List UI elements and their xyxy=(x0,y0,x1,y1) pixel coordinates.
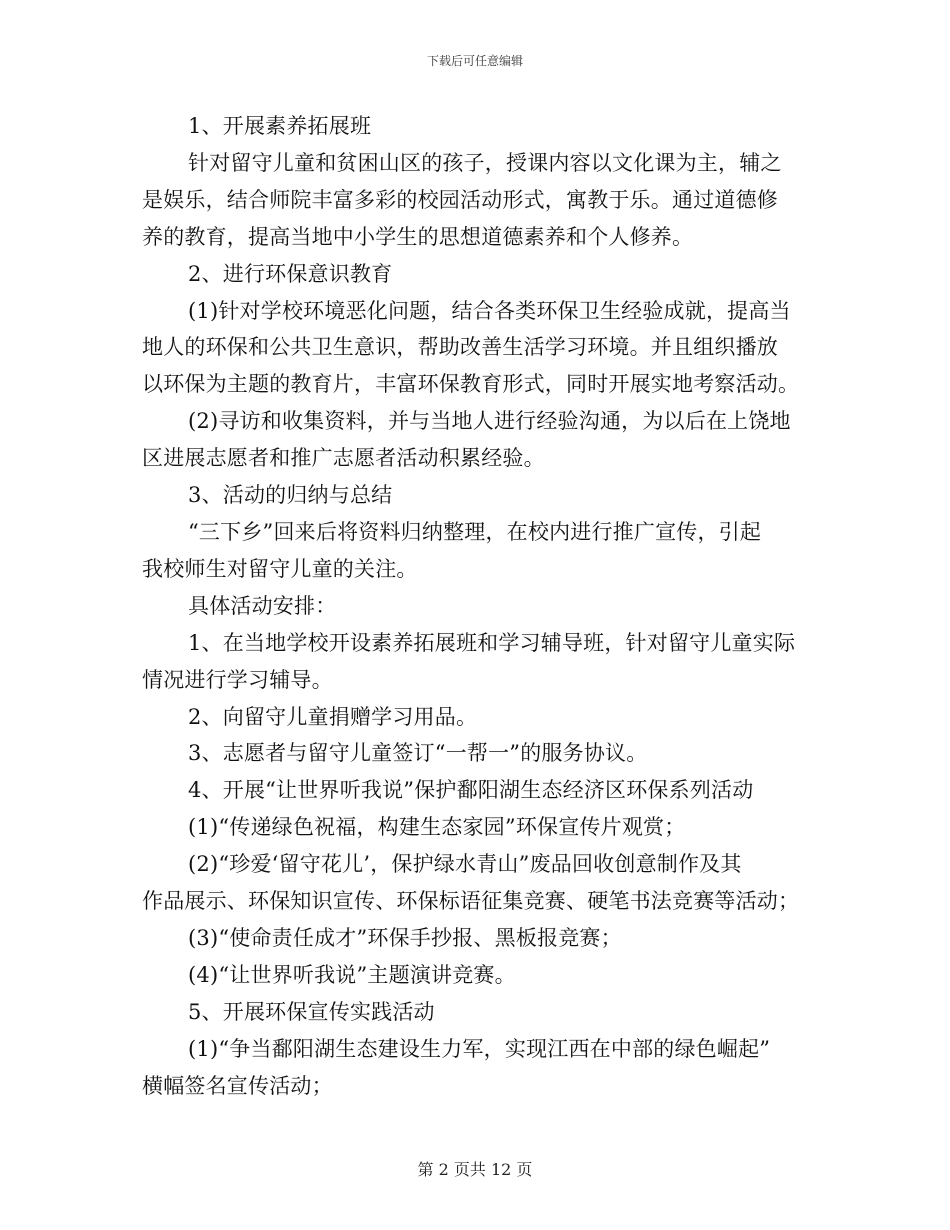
paragraph-line: 5、开展环保宣传实践活动 xyxy=(188,999,435,1024)
page-header-note: 下载后可任意编辑 xyxy=(426,54,523,68)
paragraph-line: 2、向留守儿童捐赠学习用品。 xyxy=(188,704,478,729)
paragraph-line: (2)寻访和收集资料，并与当地人进行经验沟通，为以后在上饶地 xyxy=(188,409,791,434)
paragraph-line: 地人的环保和公共卫生意识，帮助改善生活学习环境。并且组织播放 xyxy=(142,335,778,360)
paragraph-line: (1)针对学校环境恶化问题，结合各类环保卫生经验成就，提高当 xyxy=(188,298,791,323)
paragraph-line: 是娱乐，结合师院丰富多彩的校园活动形式，寓教于乐。通过道德修 xyxy=(142,187,778,212)
paragraph-line: 横幅签名宣传活动； xyxy=(142,1073,333,1098)
paragraph-line: 3、活动的归纳与总结 xyxy=(188,483,393,508)
paragraph-line: “三下乡”回来后将资料归纳整理，在校内进行推广宣传，引起 xyxy=(188,519,762,544)
paragraph-line: 2、进行环保意识教育 xyxy=(188,261,393,286)
paragraph-line: 情况进行学习辅导。 xyxy=(142,667,333,692)
paragraph-line: 区进展志愿者和推广志愿者活动积累经验。 xyxy=(142,446,545,471)
paragraph-line: 我校师生对留守儿童的关注。 xyxy=(142,556,418,581)
paragraph-line: 具体活动安排： xyxy=(188,593,337,618)
paragraph-line: (4)“让世界听我说”主题演讲竞赛。 xyxy=(188,962,516,987)
paragraph-line: 4、开展“让世界听我说”保护鄱阳湖生态经济区环保系列活动 xyxy=(188,778,754,803)
paragraph-line: 1、开展素养拓展班 xyxy=(188,114,372,138)
paragraph-line: (3)“使命责任成才”环保手抄报、黑板报竞赛； xyxy=(188,925,622,950)
paragraph-line: (1)“传递绿色祝福，构建生态家园”环保宣传片观赏； xyxy=(188,815,686,840)
paragraph-line: 针对留守儿童和贫困山区的孩子，授课内容以文化课为主，辅之 xyxy=(188,150,782,175)
paragraph-line: 以环保为主题的教育片，丰富环保教育形式，同时开展实地考察活动。 xyxy=(142,372,800,397)
paragraph-line: (2)“珍爱‘留守花儿’，保护绿水青山”废品回收创意制作及其 xyxy=(188,852,742,877)
paragraph-line: 3、志愿者与留守儿童签订“一帮一”的服务协议。 xyxy=(188,741,648,766)
page-number-footer: 第 2 页共 12 页 xyxy=(417,1160,533,1179)
paragraph-line: 作品展示、环保知识宣传、环保标语征集竞赛、硬笔书法竞赛等活动； xyxy=(142,889,800,914)
paragraph-line: (1)“争当鄱阳湖生态建设生力军，实现江西在中部的绿色崛起” xyxy=(188,1036,771,1061)
paragraph-line: 1、在当地学校开设素养拓展班和学习辅导班，针对留守儿童实际 xyxy=(188,630,796,655)
document-body xyxy=(142,108,818,1104)
paragraph-line: 养的教育，提高当地中小学生的思想道德素养和个人修养。 xyxy=(142,224,694,249)
